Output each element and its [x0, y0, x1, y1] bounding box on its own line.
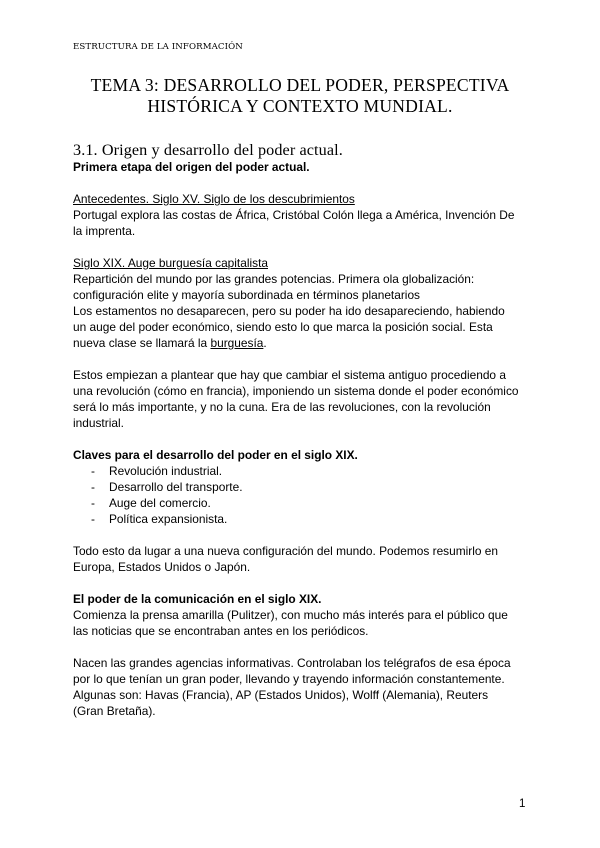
list-dash: -	[91, 480, 95, 494]
comunicacion-title: El poder de la comunicación en el siglo XIX.	[73, 592, 322, 606]
paragraph-line: industrial.	[73, 416, 124, 430]
section-subheading: Primera etapa del origen del poder actual.	[73, 160, 310, 174]
running-header: ESTRUCTURA DE LA INFORMACIÓN	[73, 42, 243, 52]
page-number: 1	[519, 798, 526, 810]
list-item	[91, 479, 243, 495]
antecedentes-title: Antecedentes. Siglo XV. Siglo de los descubrimientos	[73, 192, 355, 206]
burguesia-underlined-term: burguesía	[210, 336, 264, 350]
document-title-line-2: HISTÓRICA Y CONTEXTO MUNDIAL.	[147, 96, 453, 116]
list-item-text: Desarrollo del transporte.	[109, 480, 243, 494]
paragraph-line: las noticias que se encontraban antes en los periódicos.	[73, 624, 369, 638]
paragraph-line: una revolución (cómo en francia), imponiendo un sistema donde el poder económico	[73, 384, 519, 398]
paragraph-line: Algunas son: Havas (Francia), AP (Estados Unidos), Wolff (Alemania), Reuters	[73, 688, 489, 702]
document-title-line-1: TEMA 3: DESARROLLO DEL PODER, PERSPECTIVA	[90, 75, 510, 95]
text-span: .	[263, 336, 267, 350]
paragraph-line: (Gran Bretaña).	[73, 704, 156, 718]
section-heading: 3.1. Origen y desarrollo del poder actual.	[73, 141, 343, 159]
claves-title: Claves para el desarrollo del poder en el siglo XIX.	[73, 448, 358, 462]
list-dash: -	[91, 496, 95, 510]
paragraph-line: la imprenta.	[73, 224, 136, 238]
list-item-text: Auge del comercio.	[109, 496, 211, 510]
list-dash: -	[91, 464, 95, 478]
paragraph-line: configuración elite y mayoría subordinada en términos planetarios	[73, 288, 421, 302]
paragraph-line: Estos empiezan a plantear que hay que cambiar el sistema antiguo procediendo a	[73, 368, 506, 382]
paragraph-line: Portugal explora las costas de África, Cristóbal Colón llega a América, Invención De	[73, 208, 515, 222]
text-span: nueva clase se llamará la	[73, 336, 211, 350]
paragraph-line: será lo más importante, y no la cuna. Era de las revoluciones, con la revolución	[73, 400, 491, 414]
paragraph-line: un auge del poder económico, siendo esto lo que marca la posición social. Esta	[73, 320, 493, 334]
list-dash: -	[91, 512, 95, 526]
paragraph-line: Nacen las grandes agencias informativas. Controlaban los telégrafos de esa época	[73, 656, 511, 670]
list-item	[91, 511, 227, 527]
paragraph-line: Repartición del mundo por las grandes potencias. Primera ola globalización:	[73, 272, 475, 286]
siglo19-title: Siglo XIX. Auge burguesía capitalista	[73, 256, 268, 270]
paragraph-line: Comienza la prensa amarilla (Pulitzer), con mucho más interés para el público que	[73, 608, 508, 622]
list-item	[91, 463, 222, 479]
paragraph-line: Los estamentos no desaparecen, pero su poder ha ido desapareciendo, habiendo	[73, 304, 505, 318]
list-item	[91, 495, 211, 511]
paragraph-line	[73, 335, 267, 351]
paragraph-line: por lo que tenían un gran poder, llevando y trayendo información constantemente.	[73, 672, 505, 686]
paragraph-line: Todo esto da lugar a una nueva configuración del mundo. Podemos resumirlo en	[73, 544, 499, 558]
list-item-text: Revolución industrial.	[109, 464, 223, 478]
list-item-text: Política expansionista.	[109, 512, 228, 526]
paragraph-line: Europa, Estados Unidos o Japón.	[73, 560, 251, 574]
